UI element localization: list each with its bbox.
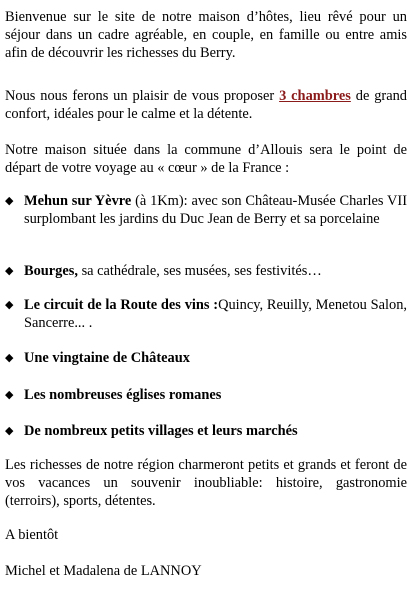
diamond-bullet-icon: ◆ xyxy=(5,195,14,207)
diamond-bullet-icon: ◆ xyxy=(5,425,14,437)
list-item-text: (à 1Km): avec son Château-Musée Charles VII surplombant les jardins du Duc Jean de Berry et sa porcelaine xyxy=(24,193,407,227)
rooms-text-after: de grand confort, idéales pour le calme et la détente. xyxy=(5,88,407,122)
list-item-title: Une vingtaine de Châteaux xyxy=(24,350,190,366)
list-item-title: Mehun sur Yèvre xyxy=(24,193,132,209)
farewell-text: A bientôt xyxy=(5,527,59,543)
rooms-paragraph xyxy=(5,87,407,123)
signature-text: Michel et Madalena de LANNOY xyxy=(5,563,202,579)
location-paragraph: Notre maison située dans la commune d’Allouis sera le point de départ de votre voyage au « cœur » de la France : xyxy=(5,142,407,176)
rooms-text-before: Nous nous ferons un plaisir de vous proposer xyxy=(5,88,280,104)
riches-paragraph: Les richesses de notre région charmeront petits et grands et feront de vos vacances un souvenir inoubliable: histoire, gastronomie (terroirs), sports, détentes. xyxy=(5,457,407,509)
list-item-title: De nombreux petits villages et leurs marchés xyxy=(24,423,298,439)
rooms-link[interactable]: 3 chambres xyxy=(279,88,351,104)
list-item-title: Le circuit de la Route des vins : xyxy=(24,297,219,313)
diamond-bullet-icon: ◆ xyxy=(5,352,14,364)
list-item-text: Quincy, Reuilly, Menetou Salon, Sancerre... . xyxy=(24,297,407,331)
diamond-bullet-icon: ◆ xyxy=(5,389,14,401)
diamond-bullet-icon: ◆ xyxy=(5,299,14,311)
list-item-title: Les nombreuses églises romanes xyxy=(24,387,222,403)
diamond-bullet-icon: ◆ xyxy=(5,265,14,277)
welcome-paragraph: Bienvenue sur le site de notre maison d’hôtes, lieu rêvé pour un séjour dans un cadre agréable, en couple, en famille ou entre amis afin de découvrir les richesses du Berry. xyxy=(5,9,407,61)
list-item-text: sa cathédrale, ses musées, ses festivités… xyxy=(77,263,322,279)
list-item-title: Bourges, xyxy=(24,263,78,279)
